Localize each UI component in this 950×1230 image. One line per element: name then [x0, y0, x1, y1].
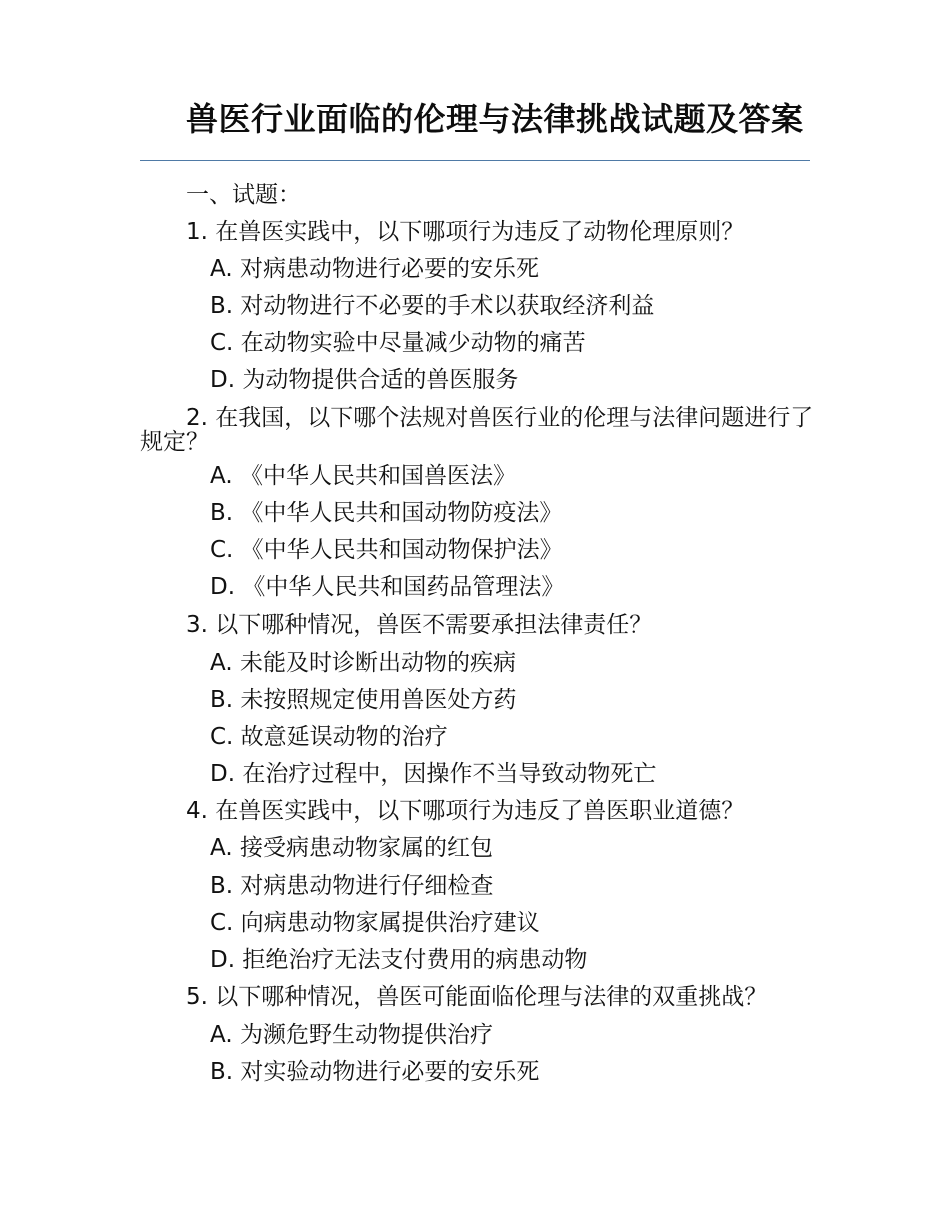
- question-5-option-b: B. 对实验动物进行必要的安乐死: [210, 1059, 540, 1085]
- question-4-stem: 4. 在兽医实践中，以下哪项行为违反了兽医职业道德？: [186, 798, 745, 824]
- question-1-option-a: A. 对病患动物进行必要的安乐死: [210, 256, 539, 282]
- question-4-option-a: A. 接受病患动物家属的红包: [210, 835, 493, 861]
- question-1-stem: 1. 在兽医实践中，以下哪项行为违反了动物伦理原则？: [186, 219, 745, 245]
- question-2-option-d: D. 《中华人民共和国药品管理法》: [210, 574, 565, 600]
- question-3-option-b: B. 未按照规定使用兽医处方药: [210, 687, 517, 713]
- question-3-option-a: A. 未能及时诊断出动物的疾病: [210, 650, 516, 676]
- question-3-option-c: C. 故意延误动物的治疗: [210, 724, 448, 750]
- document-title: 兽医行业面临的伦理与法律挑战试题及答案: [186, 100, 804, 138]
- question-4-option-c: C. 向病患动物家属提供治疗建议: [210, 910, 540, 936]
- title-underline: [140, 160, 810, 161]
- question-4-option-b: B. 对病患动物进行仔细检查: [210, 873, 494, 899]
- question-1-option-d: D. 为动物提供合适的兽医服务: [210, 367, 519, 393]
- question-2-option-c: C. 《中华人民共和国动物保护法》: [210, 537, 563, 563]
- question-1-option-c: C. 在动物实验中尽量减少动物的痛苦: [210, 330, 586, 356]
- question-5-stem: 5. 以下哪种情况，兽医可能面临伦理与法律的双重挑战？: [186, 984, 768, 1010]
- question-1-option-b: B. 对动物进行不必要的手术以获取经济利益: [210, 293, 655, 319]
- section-heading: 一、试题：: [186, 182, 301, 208]
- question-3-option-d: D. 在治疗过程中，因操作不当导致动物死亡: [210, 761, 657, 787]
- question-2-option-b: B. 《中华人民共和国动物防疫法》: [210, 500, 563, 526]
- question-5-option-a: A. 为濒危野生动物提供治疗: [210, 1022, 493, 1048]
- question-4-option-d: D. 拒绝治疗无法支付费用的病患动物: [210, 947, 588, 973]
- question-2-stem: 2. 在我国，以下哪个法规对兽医行业的伦理与法律问题进行了规定？: [140, 405, 814, 455]
- question-2-option-a: A. 《中华人民共和国兽医法》: [210, 463, 516, 489]
- question-3-stem: 3. 以下哪种情况，兽医不需要承担法律责任？: [186, 612, 653, 638]
